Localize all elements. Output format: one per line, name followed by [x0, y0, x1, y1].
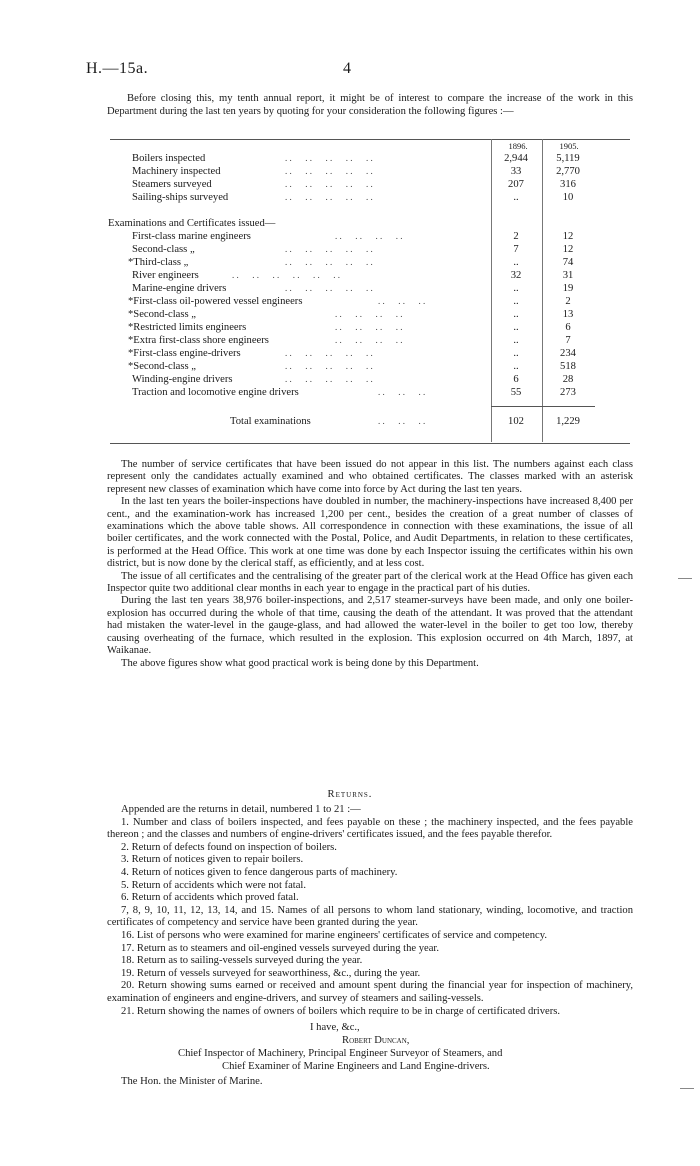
value-1905: 273 — [560, 387, 576, 398]
list-item: 19. Return of vessels surveyed for seaworthiness, &c., during the year. — [121, 967, 421, 979]
paragraph: In the last ten years the boiler-inspections have doubled in number, the machinery-inspections have increased 8,400 per cent., and the examination-work has increased 1,200 per cent., besides the creation of a great number of classes of examinations which the above table shows. All correspondence in connection with these examinations, the issue of all boiler certificates, and the work connected with the Postal, Police, and Audit Departments, in relation to these certificates, is performed at the Head Office. This work at one time was done by each Inspector issuing the certificates within his own district, but is now done by the clerical staff, as efficiently, and at less cost. — [107, 496, 633, 570]
value-1905: 28 — [562, 374, 574, 385]
value-1905: 5,119 — [556, 153, 580, 164]
row-label: *First-class engine-drivers — [128, 348, 241, 359]
table-top-rule — [110, 139, 630, 140]
margin-mark — [680, 1088, 694, 1089]
returns-list — [107, 804, 633, 1018]
total-label: Total examinations — [230, 416, 311, 427]
list-item: Appended are the returns in detail, numbered 1 to 21 :— — [121, 804, 361, 815]
value-1905: 10 — [562, 192, 574, 203]
leader-dots: . . . . . . . . . . — [285, 153, 373, 163]
row-label: Marine-engine drivers — [132, 283, 227, 294]
row-label: *Restricted limits engineers — [128, 322, 247, 333]
list-item: 16. List of persons who were examined for marine engineers' certificates of service and competency. — [121, 929, 547, 941]
value-1905: 2 — [565, 296, 571, 307]
table-row — [0, 361, 700, 374]
value-1905: 13 — [562, 309, 574, 320]
row-label: *First-class oil-powered vessel engineers — [128, 296, 303, 307]
table-bottom-rule — [110, 443, 630, 444]
leader-dots: . . . . . . . . — [335, 231, 403, 241]
value-1896: .. — [513, 257, 519, 268]
page-number: 4 — [343, 60, 351, 77]
value-1905: 12 — [562, 244, 574, 255]
row-label: *Second-class „ — [128, 361, 196, 372]
leader-dots: . . . . . . . . — [335, 309, 403, 319]
list-item: 17. Return as to steamers and oil-engined vessels surveyed during the year. — [121, 942, 440, 954]
list-item: 5. Return of accidents which were not fatal. — [121, 879, 307, 891]
leader-dots: . . . . . . — [378, 416, 426, 426]
row-label: Sailing-ships surveyed — [132, 192, 229, 203]
leader-dots: . . . . . . . . . . — [285, 257, 373, 267]
value-1896: 33 — [510, 166, 522, 177]
signatory-name: Robert Duncan, — [342, 1035, 410, 1046]
table-row — [0, 270, 700, 283]
value-1896: 32 — [510, 270, 522, 281]
table-row — [0, 166, 700, 179]
returns-heading: Returns. — [327, 789, 373, 800]
column-header-1905: 1905. — [559, 141, 579, 151]
value-1905: 74 — [562, 257, 574, 268]
value-1896: .. — [513, 361, 519, 372]
leader-dots: . . . . . . . . . . — [285, 361, 373, 371]
row-label: River engineers — [132, 270, 199, 281]
leader-dots: . . . . . . . . — [335, 335, 403, 345]
table-row — [0, 374, 700, 387]
row-label: *Second-class „ — [128, 309, 196, 320]
list-item: 20. Return showing sums earned or received and amount spent during the financial year for inspection of machinery, examination of engineers and engine-drivers, and survey of steamers and sailing-vessels. — [107, 980, 633, 1004]
value-1905: 6 — [565, 322, 571, 333]
table-row — [0, 231, 700, 244]
margin-mark — [678, 578, 692, 579]
row-label: *Extra first-class shore engineers — [128, 335, 269, 346]
leader-dots: . . . . . . . . . . — [285, 374, 373, 384]
list-item: 7, 8, 9, 10, 11, 12, 13, 14, and 15. Names of all persons to whom land stationary, winding, locomotive, and traction certificates of competency and service have been granted during the year. — [107, 904, 633, 929]
value-1896: 55 — [510, 387, 522, 398]
total-rule — [491, 406, 595, 407]
row-label: *Third-class „ — [128, 257, 189, 268]
table-row — [0, 192, 700, 205]
value-1905: 234 — [560, 348, 576, 359]
leader-dots: . . . . . . . . . . — [285, 244, 373, 254]
row-label: Steamers surveyed — [132, 179, 212, 190]
list-item: 21. Return showing the names of owners of boilers which require to be in charge of certificated drivers. — [121, 1005, 561, 1017]
leader-dots: . . . . . . — [378, 296, 426, 306]
paragraph: The issue of all certificates and the centralising of the greater part of the clerical work at the Head Office has given each Inspector quite two additional clear months in each year to engage in the practical part of his duties. — [107, 570, 633, 595]
value-1896: 7 — [513, 244, 519, 255]
row-label: Machinery inspected — [132, 166, 221, 177]
leader-dots: . . . . . . . . . . — [285, 348, 373, 358]
value-1905: 19 — [562, 283, 574, 294]
body-paragraphs — [107, 459, 633, 670]
table-row — [0, 387, 700, 400]
table-row — [0, 257, 700, 270]
value-1896: .. — [513, 309, 519, 320]
column-header-1896: 1896. — [508, 141, 528, 151]
value-1896: 6 — [513, 374, 519, 385]
row-label: First-class marine engineers — [132, 231, 251, 242]
section-subheading: Examinations and Certificates issued— — [108, 218, 276, 229]
value-1896: .. — [513, 283, 519, 294]
table-row — [0, 322, 700, 335]
list-item: 2. Return of defects found on inspection of boilers. — [121, 841, 337, 853]
value-1896: 207 — [508, 179, 524, 190]
table-row — [0, 283, 700, 296]
value-1905: 31 — [562, 270, 574, 281]
paragraph: The number of service certificates that have been issued do not appear in this list. The numbers against each class represent only the candidates actually examined and who obtained certificates. The classes marked with an asterisk represent new classes of examination which have come into force by Act during the last ten years. — [107, 459, 633, 495]
leader-dots: . . . . . . . . . . . . — [232, 270, 340, 280]
row-label: Second-class „ — [132, 244, 195, 255]
table-row — [0, 179, 700, 192]
table-row — [0, 309, 700, 322]
row-label: Winding-engine drivers — [132, 374, 233, 385]
list-item: 18. Return as to sailing-vessels surveyed during the year. — [121, 955, 363, 967]
leader-dots: . . . . . . — [378, 387, 426, 397]
table-row — [0, 348, 700, 361]
value-1905: 2,770 — [556, 166, 580, 177]
table-total-row — [0, 416, 700, 429]
list-item: 4. Return of notices given to fence dangerous parts of machinery. — [121, 866, 398, 878]
value-1896: .. — [513, 335, 519, 346]
value-1896: .. — [513, 192, 519, 203]
value-1896: 102 — [508, 416, 524, 427]
leader-dots: . . . . . . . . . . — [285, 166, 373, 176]
leader-dots: . . . . . . . . . . — [285, 192, 373, 202]
row-label: Boilers inspected — [132, 153, 206, 164]
row-label: Traction and locomotive engine drivers — [132, 387, 299, 398]
page-header-reference: H.—15a. — [86, 60, 149, 77]
value-1905: 12 — [562, 231, 574, 242]
leader-dots: . . . . . . . . — [335, 322, 403, 332]
table-row — [0, 244, 700, 257]
leader-dots: . . . . . . . . . . — [285, 283, 373, 293]
table-row — [0, 296, 700, 309]
value-1896: .. — [513, 348, 519, 359]
leader-dots: . . . . . . . . . . — [285, 179, 373, 189]
value-1905: 518 — [560, 361, 576, 372]
signatory-title-line-2: Chief Examiner of Marine Engineers and Land Engine-drivers. — [222, 1061, 490, 1072]
table-row — [0, 153, 700, 166]
value-1896: 2 — [513, 231, 519, 242]
list-item: 3. Return of notices given to repair boilers. — [121, 854, 304, 866]
paragraph: The above figures show what good practical work is being done by this Department. — [121, 657, 479, 669]
list-item: 1. Number and class of boilers inspected, and fees payable on these ; the machinery inspected, and the fees payable thereon ; and the classes and numbers of engine-drivers' certificates issued, and the fees payable therefor. — [107, 816, 633, 841]
value-1896: 2,944 — [504, 153, 528, 164]
list-item: 6. Return of accidents which proved fatal. — [121, 892, 299, 904]
addressee-line: The Hon. the Minister of Marine. — [121, 1076, 263, 1087]
closing-line: I have, &c., — [310, 1022, 360, 1033]
value-1905: 1,229 — [556, 416, 580, 427]
intro-paragraph: Before closing this, my tenth annual report, it might be of interest to compare the increase of the work in this Department during the last ten years by quoting for your consideration the following figures :— — [107, 93, 633, 118]
paragraph: During the last ten years 38,976 boiler-inspections, and 2,517 steamer-surveys have been made, and only one boiler-explosion has occurred during the whole of that time, causing the death of the attendant. It was proved that the attendant had mistaken the water-level in the gauge-glass, and had allowed the water-level in the boiler to get too low, thereby causing overheating of the furnace, which resulted in the explosion. This explosion occurred on 4th March, 1897, at Waikanae. — [107, 595, 633, 657]
value-1905: 316 — [560, 179, 576, 190]
value-1896: .. — [513, 322, 519, 333]
table-row — [0, 335, 700, 348]
signatory-title-line-1: Chief Inspector of Machinery, Principal Engineer Surveyor of Steamers, and — [178, 1048, 503, 1059]
value-1905: 7 — [565, 335, 571, 346]
value-1896: .. — [513, 296, 519, 307]
